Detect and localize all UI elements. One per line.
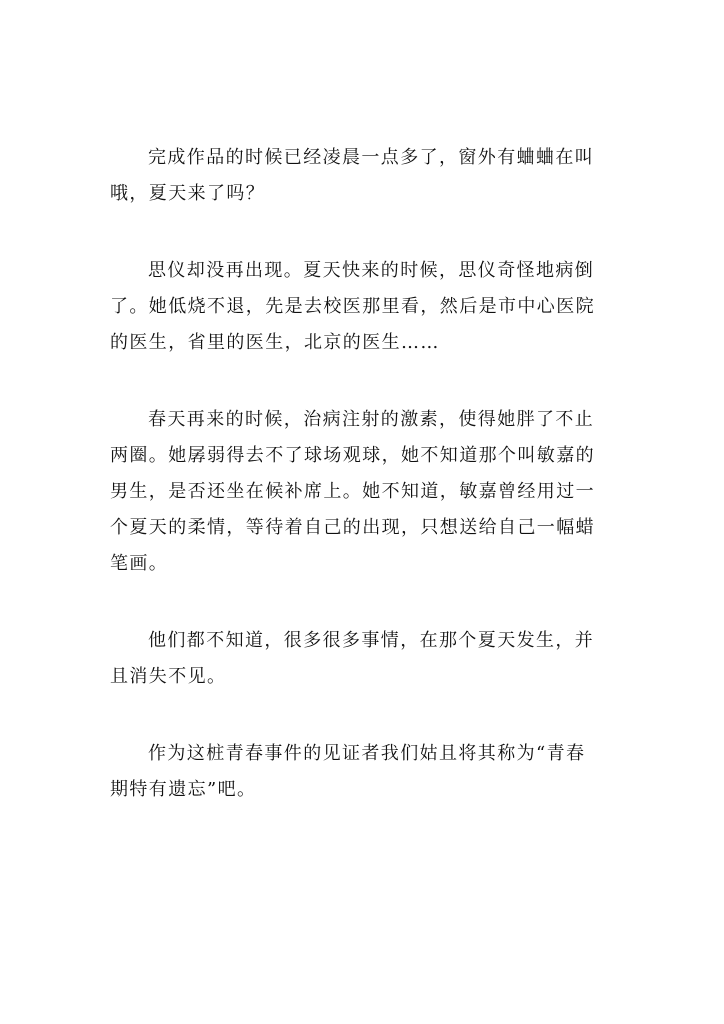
paragraph-line: 春天再来的时候，治病注射的激素，使得她胖了不止 [148,409,595,430]
paragraph-line: 哦，夏天来了吗？ [110,183,266,204]
paragraph-line: 期特有遗忘”吧。 [110,779,257,800]
paragraph-line: 思仪却没再出现。夏天快来的时候，思仪奇怪地病倒 [148,260,595,281]
paragraph-line: 笔画。 [110,553,169,574]
paragraph-line: 男生，是否还坐在候补席上。她不知道，敏嘉曾经用过一 [110,481,595,502]
paragraph-line: 的医生，省里的医生，北京的医生…… [110,332,440,353]
paragraph-3 [110,402,614,582]
paragraph-line: 作为这桩青春事件的见证者我们姑且将其称为“青春 [148,743,586,764]
paragraph-line: 个夏天的柔情，等待着自己的出现，只想送给自己一幅蜡 [110,517,595,538]
paragraph-line: 且消失不见。 [110,666,227,687]
paragraph-line: 他们都不知道，很多很多事情，在那个夏天发生，并 [148,630,595,651]
document-page [110,140,614,808]
paragraph-4 [110,623,614,695]
paragraph-line: 了。她低烧不退，先是去校医那里看，然后是市中心医院 [110,296,595,317]
paragraph-1 [110,140,614,212]
paragraph-2 [110,253,614,361]
paragraph-line: 两圈。她孱弱得去不了球场观球，她不知道那个叫敏嘉的 [110,445,595,466]
paragraph-line: 完成作品的时候已经凌晨一点多了，窗外有蛐蛐在叫 [148,147,595,168]
paragraph-5 [110,736,614,808]
